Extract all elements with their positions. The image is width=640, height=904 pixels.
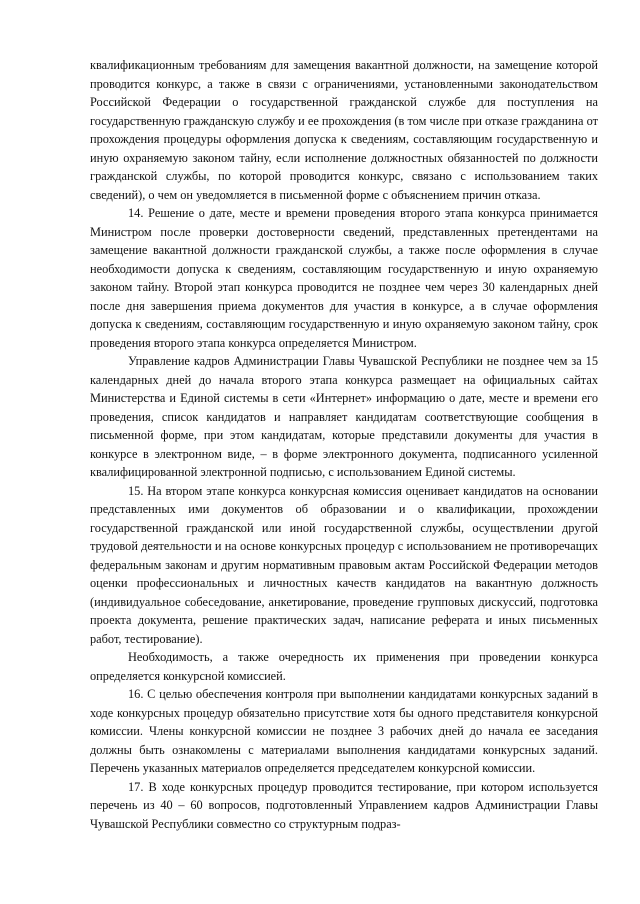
paragraph-item-16: 16. С целью обеспечения контроля при выполнении кандидатами конкурсных заданий в ходе конкурсных процедур обязательно присутствие хотя бы одного представителя конкурсной комиссии. Члены конкурсной комиссии не позднее 3 рабочих дней до начала ее заседания должны быть ознакомлены с материалами выполнения кандидатами конкурсных заданий. Перечень указанных материалов определяется председателем конкурсной комиссии. — [90, 687, 598, 775]
paragraph-necessity: Необходимость, а также очередность их применения при проведении конкурса определяется конкурсной комиссией. — [90, 650, 598, 683]
document-page — [90, 56, 598, 833]
paragraph-continuation: квалификационным требованиям для замещения вакантной должности, на замещение которой проводится конкурс, а также в связи с ограничениями, установленными законодательством Российской Федерации о государственной гражданской службе для поступления на государственную гражданскую службу и ее прохождения (в том числе при отказе гражданина от прохождения процедуры оформления допуска к сведениям, составляющим государственную и иную охраняемую законом тайну, если исполнение должностных обязанностей по должности гражданской службы, по которой проводится конкурс, связано с использованием таких сведений), о чем он уведомляется в письменной форме с объяснением причин отказа. — [90, 58, 598, 202]
paragraph-item-14: 14. Решение о дате, месте и времени проведения второго этапа конкурса принимается Министром после проверки достоверности сведений, представленных претендентами на замещение вакантной должности гражданской службы, а также после оформления в случае необходимости допуска к сведениям, составляющим государственную и иную охраняемую законом тайну. Второй этап конкурса проводится не позднее чем через 30 календарных дней после дня завершения приема документов для участия в конкурсе, а в случае оформления допуска к сведениям, составляющим государственную и иную охраняемую законом тайну, срок проведения второго этапа конкурса определяется Министром. — [90, 206, 598, 350]
paragraph-item-15: 15. На втором этапе конкурса конкурсная комиссия оценивает кандидатов на основании представленных ими документов об образовании и о квалификации, прохождении государственной гражданской или иной государственной службы, осуществлении другой трудовой деятельности и на основе конкурсных процедур с использованием не противоречащих федеральным законам и другим нормативным правовым актам Российской Федерации методов оценки профессиональных и личностных качеств кандидатов на вакантную должность (индивидуальное собеседование, анкетирование, проведение групповых дискуссий, подготовка проекта документа, решение практических задач, написание реферата и иных письменных работ, тестирование). — [90, 483, 598, 646]
paragraph-personnel-department: Управление кадров Администрации Главы Чувашской Республики не позднее чем за 15 календарных дней до начала второго этапа конкурса размещает на официальных сайтах Министерства и Единой системы в сети «Интернет» информацию о дате, месте и времени его проведения, список кандидатов и направляет кандидатам соответствующие сообщения в письменной форме, при этом кандидатам, которые представили документы для участия в конкурсе в электронном виде, – в форме электронного документа, подписанного усиленной квалифицированной электронной подписью, с использованием Единой системы. — [90, 354, 598, 479]
paragraph-item-17: 17. В ходе конкурсных процедур проводится тестирование, при котором используется перечень из 40 – 60 вопросов, подготовленный Управлением кадров Администрации Главы Чувашской Республики совместно со структурным подраз- — [90, 779, 598, 831]
